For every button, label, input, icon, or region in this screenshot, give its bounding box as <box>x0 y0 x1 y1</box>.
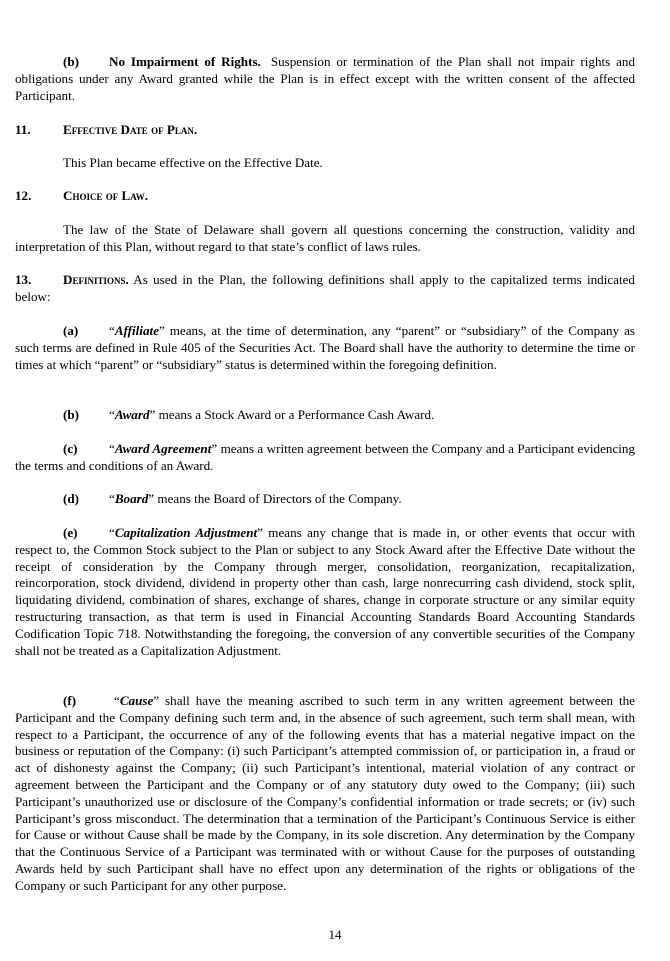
defined-term: Board <box>114 491 149 506</box>
definition-board <box>15 491 635 508</box>
definition-award-agreement <box>15 441 635 475</box>
definition-text: ” means a Stock Award or a Performance Cash Award. <box>149 407 435 422</box>
section-12-text: The law of the State of Delaware shall govern all questions concerning the construction, validity and interpretation of this Plan, without regard to that state’s conflict of laws rules. <box>15 222 635 254</box>
definition-text: ” means the Board of Directors of the Company. <box>148 491 402 506</box>
open-quote: “ <box>109 491 115 506</box>
definition-label: (e) <box>63 525 78 540</box>
open-quote: “ <box>114 693 120 708</box>
definition-text: ” means a written agreement between the Company and a Participant evidencing the terms and conditions of an Award. <box>15 441 635 473</box>
defined-term: Affiliate <box>114 323 159 338</box>
definition-label: (f) <box>63 693 77 708</box>
section-number: 11. <box>15 122 31 137</box>
open-quote: “ <box>109 441 115 456</box>
definition-label: (c) <box>63 441 78 456</box>
open-quote: “ <box>109 525 115 540</box>
defined-term: Capitalization Adjustment <box>114 525 258 540</box>
subsection-label: (b) <box>63 54 80 69</box>
section-11-heading <box>15 122 635 139</box>
paragraph-no-impairment <box>15 54 635 104</box>
section-13-heading <box>15 272 635 306</box>
open-quote: “ <box>109 323 115 338</box>
definition-text: ” means, at the time of determination, any “parent” or “subsidiary” of the Company as such terms are defined in Rule 405 of the Securities Act. The Board shall have the authority to determine the time or times at which “parent” or “subsidiary” status is determined within the foregoing definition. <box>15 323 635 372</box>
subsection-title: No Impairment of Rights. <box>109 54 261 69</box>
defined-term: Award <box>114 407 150 422</box>
defined-term: Award Agreement <box>114 441 212 456</box>
definition-cause <box>15 693 635 895</box>
definition-text: ” shall have the meaning ascribed to such term in any written agreement between the Participant and the Company defining such term and, in the absence of such agreement, such term shall mean, with respect to a Participant, the occurrence of any of the following events that has a material negative impact on the business or reputation of the Company: (i) such Participant’s attempted commission of, or participation in, a fraud or act of dishonesty against the Company; (ii) such Participant’s intentional, material violation of any contract or agreement between the Participant and the Company or of any statutory duty owed to the Company; (iii) such Participant’s unauthorized use or disclosure of the Company’s confidential information or trade secrets; or (iv) such Participant’s gross misconduct. The determination that a termination of the Participant’s Continuous Service is either for Cause or without Cause shall be made by the Company, in its sole discretion. Any determination by the Company that the Continuous Service of a Participant was terminated with or without Cause for the purposes of outstanding Awards held by such Participant shall have no effect upon any determination of the rights or obligations of the Company or such Participant for any other purpose. <box>15 693 635 893</box>
definition-text: ” means any change that is made in, or other events that occur with respect to, the Common Stock subject to the Plan or subject to any Stock Award after the Effective Date without the receipt of consideration by the Company through merger, consolidation, reorganization, recapitalization, reincorporation, stock dividend, dividend in property other than cash, large nonrecurring cash dividend, stock split, liquidating dividend, combination of shares, exchange of shares, change in corporate structure or any similar equity restructuring transaction, as that term is used in Financial Accounting Standards Board Accounting Standards Codification Topic 718. Notwithstanding the foregoing, the conversion of any convertible securities of the Company shall not be treated as a Capitalization Adjustment. <box>15 525 635 658</box>
definition-affiliate <box>15 323 635 373</box>
section-number: 13. <box>15 272 32 287</box>
section-intro-text: As used in the Plan, the following definitions shall apply to the capitalized terms indicated below: <box>15 272 635 304</box>
definition-award <box>15 407 635 424</box>
section-title: Choice of Law. <box>63 188 149 203</box>
section-11-text: This Plan became effective on the Effective Date. <box>63 155 323 170</box>
definition-label: (a) <box>63 323 79 338</box>
definition-label: (b) <box>63 407 80 422</box>
section-title: Definitions. <box>63 272 129 287</box>
section-number: 12. <box>15 188 32 203</box>
definition-label: (d) <box>63 491 80 506</box>
section-title: Effective Date of Plan. <box>63 122 198 137</box>
defined-term: Cause <box>119 693 154 708</box>
section-12-heading <box>15 188 635 205</box>
paragraph-text: Suspension or termination of the Plan shall not impair rights and obligations under any Award granted while the Plan is in effect except with the written consent of the affected Participant. <box>15 54 636 103</box>
page-number: 14 <box>328 927 342 942</box>
open-quote: “ <box>109 407 115 422</box>
definition-capitalization-adjustment <box>15 525 635 659</box>
